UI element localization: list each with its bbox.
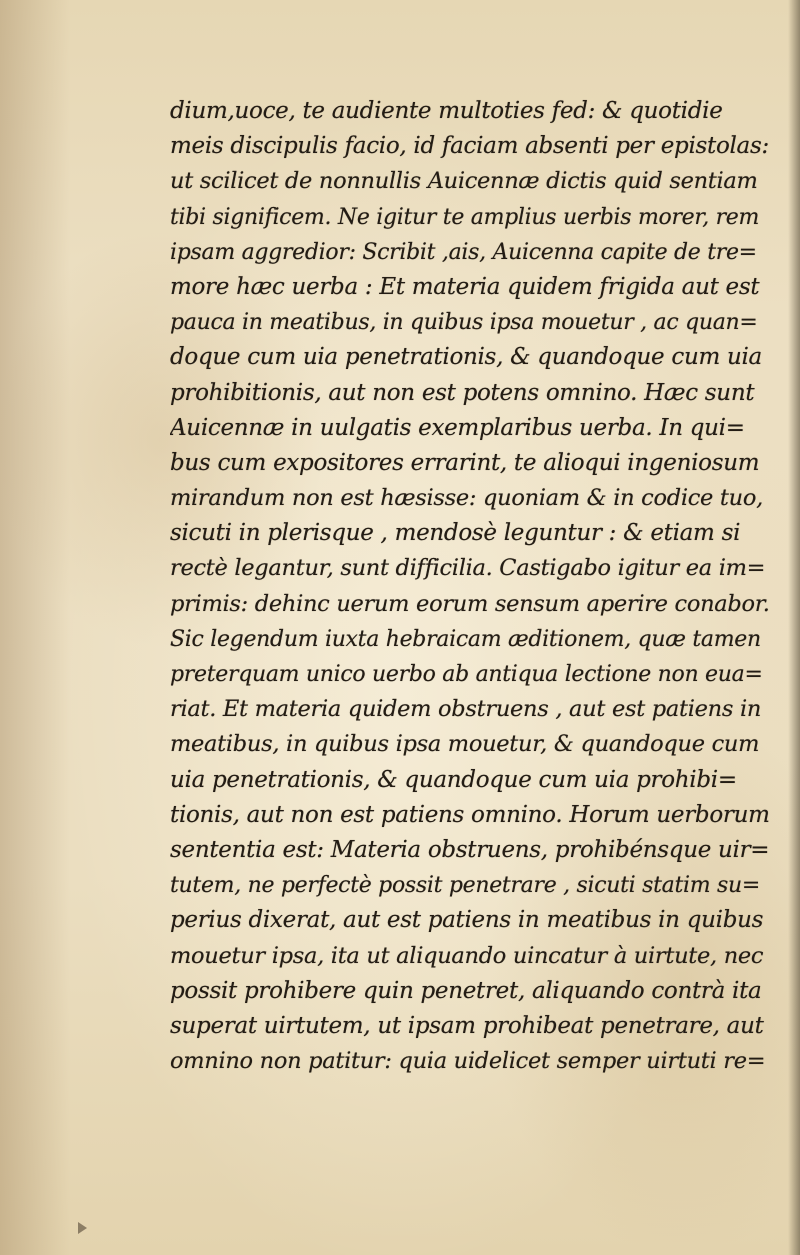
text-line: primis: dehinc uerum eorum sensum aperire conabor. (170, 590, 770, 617)
text-line: superat uirtutem, ut ipsam prohibeat penetrare, aut (170, 1012, 764, 1039)
text-line: dium,uoce, te audiente multoties fed: & quotidie (170, 98, 723, 124)
text-line: mirandum non est hæsisse: quoniam & in codice tuo, (170, 485, 763, 512)
text-line: Auicennæ in uulgatis exemplaribus uerba. In qui= (170, 414, 745, 441)
text-line: riat. Et materia quidem obstruens , aut est patiens in (170, 696, 762, 723)
text-line: rectè legantur, sunt difficilia. Castigabo igitur ea im= (170, 555, 766, 582)
text-line: preterquam unico uerbo ab antiqua lectione non eua= (170, 662, 763, 687)
text-line: Sic legendum iuxta hebraicam æditionem, quæ tamen (170, 626, 761, 652)
text-line: ut scilicet de nonnullis Auicennæ dictis quid sentiam (170, 168, 758, 195)
text-line: omnino non patitur: quia uidelicet semper uirtuti re= (170, 1048, 766, 1075)
latin-text-block (170, 94, 770, 1079)
page-edge-shadow (788, 0, 800, 1255)
gutter-shadow (0, 0, 70, 1255)
text-line: uia penetrationis, & quandoque cum uia prohibi= (170, 766, 737, 793)
text-line: perius dixerat, aut est patiens in meatibus in quibus (170, 907, 764, 934)
text-line: ipsam aggredior: Scribit ,ais, Auicenna capite de tre= (170, 239, 757, 265)
text-line: sicuti in plerisque , mendosè leguntur : & etiam si (170, 520, 741, 547)
text-line: mouetur ipsa, ita ut aliquando uincatur à uirtute, nec (170, 942, 764, 969)
text-line: meis discipulis facio, id faciam absenti per epistolas: (170, 133, 769, 160)
text-line: more hæc uerba : Et materia quidem frigida aut est (170, 273, 760, 300)
text-line: pauca in meatibus, in quibus ipsa mouetur , ac quan= (170, 310, 758, 336)
text-line: bus cum expositores errarint, te alioqui ingeniosum (170, 449, 760, 476)
text-line: possit prohibere quin penetret, aliquando contrà ita (170, 977, 762, 1004)
text-line: prohibitionis, aut non est potens omnino. Hæc sunt (170, 379, 755, 406)
scroll-pointer-icon (78, 1222, 87, 1234)
text-line: meatibus, in quibus ipsa mouetur, & quandoque cum (170, 731, 760, 758)
text-line: tionis, aut non est patiens omnino. Horum uerborum (170, 801, 770, 828)
text-line: sententia est: Materia obstruens, prohibénsque uir= (170, 836, 770, 863)
text-line: tibi significem. Ne igitur te amplius uerbis morer, rem (170, 204, 760, 230)
text-line: tutem, ne perfectè possit penetrare , sicuti statim su= (170, 873, 760, 899)
text-line: doque cum uia penetrationis, & quandoque cum uia (170, 344, 762, 371)
